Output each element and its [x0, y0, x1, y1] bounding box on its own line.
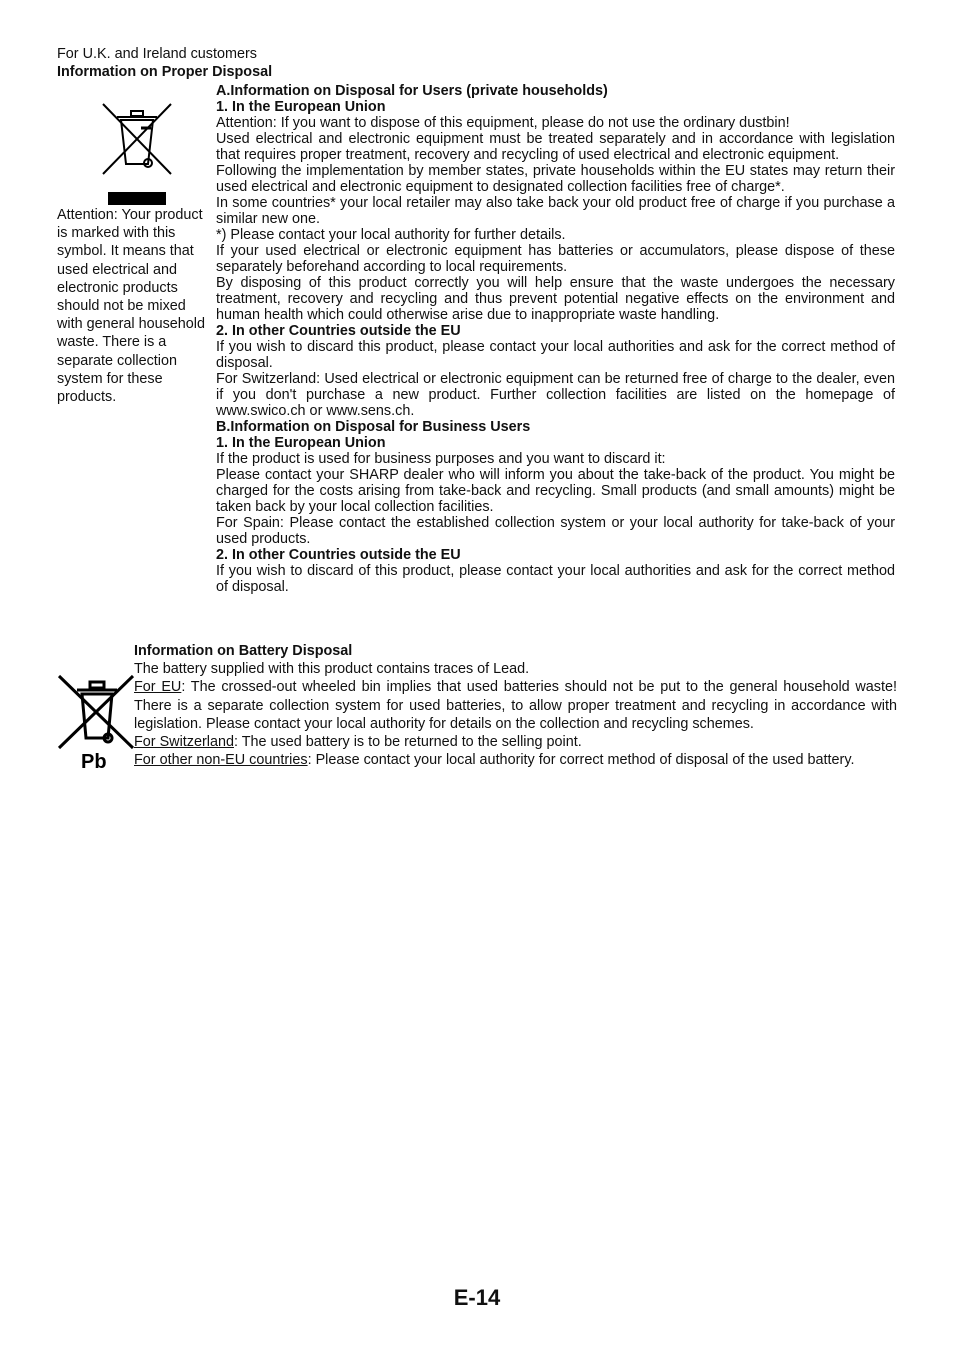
ch-label: For Switzerland — [134, 734, 234, 751]
paragraph: Attention: If you want to dispose of this equipment, please do not use the ordinary dustbin! — [216, 115, 790, 131]
paragraph: If the product is used for business purposes and you want to discard it: — [216, 451, 666, 467]
paragraph: If your used electrical or electronic equipment has batteries or accumulators, please dispose of these separately beforehand according to local requirements. — [216, 243, 895, 275]
other-text: : Please contact your local authority for correct method of disposal of the used battery. — [307, 752, 855, 769]
paragraph: By disposing of this product correctly you will help ensure that the waste undergoes the necessary treatment, recovery and recycling and thus prevent potential negative effects on the environment and human health which could otherwise arise due to inappropriate waste handling. — [216, 275, 895, 323]
left-column — [57, 98, 207, 406]
disposal-info — [216, 83, 895, 595]
battery-ch-paragraph — [134, 733, 897, 751]
page-number: E-14 — [453, 1285, 501, 1310]
section-a-eu-heading: 1. In the European Union — [216, 99, 386, 115]
battery-eu-paragraph — [134, 678, 897, 733]
paragraph: For Switzerland: Used electrical or electronic equipment can be returned free of charge to the dealer, even if you don't purchase a new product. Further collection facilities are listed on the homepage of www.swico.ch or www.sens.ch. — [216, 371, 895, 419]
battery-bin-icon — [57, 672, 137, 772]
eu-text: : The crossed-out wheeled bin implies that used batteries should not be put to the general household waste! There is a separate collection system for used batteries, to allow proper treatment and recycling in accordance with legislation. Please contact your local authority for details on the collection and recycling schemes. — [134, 679, 897, 732]
section-b-eu-heading: 1. In the European Union — [216, 435, 386, 451]
section-a-heading: A.Information on Disposal for Users (private households) — [216, 83, 608, 99]
header-intro: For U.K. and Ireland customers — [57, 46, 257, 62]
paragraph: If you wish to discard this product, please contact your local authorities and ask for the correct method of disposal. — [216, 339, 895, 371]
paragraph: Please contact your SHARP dealer who will inform you about the take-back of the product. You might be charged for the costs arising from take-back and recycling. Small products (and small amounts) might be taken back by your local collection facilities. — [216, 467, 895, 515]
battery-disposal-info — [134, 642, 897, 769]
battery-other-paragraph — [134, 751, 897, 769]
footnote: *) Please contact your local authority for further details. — [216, 227, 566, 243]
paragraph: In some countries* your local retailer may also take back your old product free of charge if you purchase a similar new one. — [216, 195, 895, 227]
battery-intro: The battery supplied with this product contains traces of Lead. — [134, 661, 530, 678]
paragraph: If you wish to discard of this product, please contact your local authorities and ask for the correct method of disposal. — [216, 563, 895, 595]
section-b-non-eu-heading: 2. In other Countries outside the EU — [216, 547, 461, 563]
eu-label: For EU — [134, 679, 182, 696]
header-title: Information on Proper Disposal — [57, 64, 273, 80]
pb-symbol: Pb — [81, 751, 107, 772]
other-label: For other non-EU countries — [134, 752, 308, 769]
paragraph: Used electrical and electronic equipment must be treated separately and in accordance with legislation that requires proper treatment, recovery and recycling of used electrical and electronic equipment. — [216, 131, 895, 163]
paragraph: For Spain: Please contact the established collection system or your local authority for take-back of your used products. — [216, 515, 895, 547]
symbol-note: Attention: Your product is marked with this symbol. It means that used electrical and electronic products should not be mixed with general household waste. There is a separate collection system for these products. — [57, 207, 206, 406]
battery-heading: Information on Battery Disposal — [134, 643, 353, 659]
ch-text: : The used battery is to be returned to the selling point. — [233, 734, 582, 751]
crossed-out-wheeled-bin-icon — [97, 98, 177, 208]
paragraph: Following the implementation by member states, private households within the EU states may return their used electrical and electronic equipment to designated collection facilities free of charge*. — [216, 163, 895, 195]
section-b-heading: B.Information on Disposal for Business Users — [216, 419, 531, 435]
section-a-non-eu-heading: 2. In other Countries outside the EU — [216, 323, 461, 339]
